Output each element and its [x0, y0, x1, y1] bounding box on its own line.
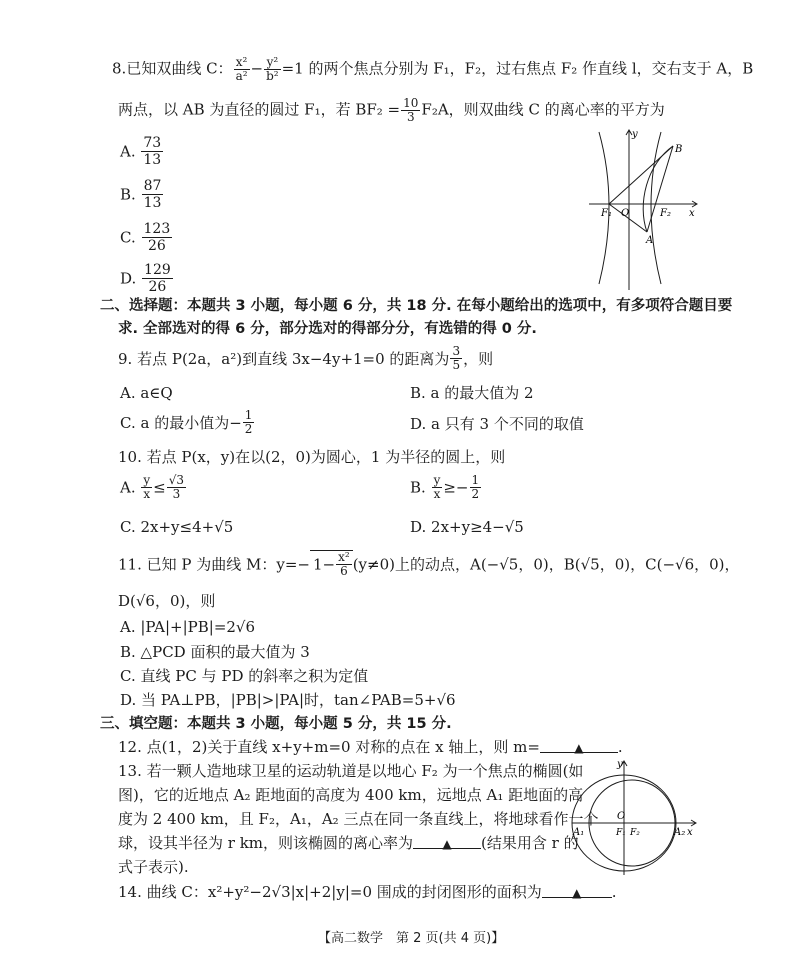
label-a1: A₁ — [573, 827, 585, 838]
q11-option-b: B. △PCD 面积的最大值为 3 — [120, 643, 310, 661]
q9-stem — [118, 345, 493, 372]
q8-line2 — [118, 97, 665, 124]
q10-option-d: D. 2x+y≥4−√5 — [410, 518, 524, 536]
fraction-denominator: 13 — [143, 195, 162, 211]
q9-text: ，则 — [463, 350, 494, 368]
q14 — [118, 881, 617, 903]
q11-option-a: A. |PA|+|PB|=2√6 — [120, 618, 256, 636]
q13-line5: 式子表示). — [118, 858, 189, 876]
fraction-numerator: x² — [234, 56, 250, 70]
page-footer: 【高二数学 第 2 页(共 4 页)】 — [318, 931, 505, 946]
q8-text: =1 的两个焦点分别为 F₁，F₂，过右焦点 F₂ 作直线 l，交右支于 A，B — [281, 59, 754, 78]
q9-text: 9. 若点 P(2a，a²)到直线 3x−4y+1=0 的距离为 — [118, 350, 450, 368]
section-2-header-line1: 二、选择题：本题共 3 小题，每小题 6 分，共 18 分. 在每小题给出的选项中，有多项符合题目要 — [100, 298, 733, 314]
period: . — [611, 883, 617, 901]
q13-answer-blank[interactable] — [413, 832, 481, 849]
q8-line1 — [112, 56, 753, 83]
q10-option-a — [120, 474, 187, 501]
label-f2: F₂ — [660, 208, 671, 219]
fraction-numerator: 129 — [144, 262, 171, 278]
q8-number: 8. — [112, 59, 127, 78]
period: . — [617, 738, 623, 756]
fraction-denominator: x — [143, 487, 151, 501]
triangle-marker-icon: ▲ — [442, 837, 452, 851]
fraction-denominator: 26 — [147, 238, 166, 254]
q12-answer-blank[interactable] — [540, 736, 618, 753]
q10-stem: 10. 若点 P(x，y)在以(2，0)为圆心，1 为半径的圆上，则 — [118, 448, 506, 466]
option-label: C. — [120, 228, 136, 247]
option-text: C. a 的最小值为− — [120, 414, 242, 432]
relation: ≤ — [153, 478, 166, 497]
fraction-denominator: 2 — [471, 487, 480, 501]
fraction-numerator: y — [143, 473, 151, 487]
q13-line4 — [118, 832, 579, 854]
option-label: D. — [120, 269, 137, 288]
fraction-denominator: 3 — [406, 110, 415, 124]
fraction-denominator: 3 — [172, 487, 181, 501]
q13-line3: 度为 2 400 km，且 F₂，A₁，A₂ 三点在同一条直线上，将地球看作一个 — [118, 810, 599, 828]
q8-fraction-y — [264, 56, 281, 83]
fraction-numerator: y — [433, 473, 441, 487]
q9-option-a: A. a∈Q — [120, 384, 173, 402]
q12-text: 12. 点(1，2)关于直线 x+y+m=0 对称的点在 x 轴上，则 m= — [118, 738, 540, 756]
label-x: x — [689, 208, 695, 219]
q8-option-b — [120, 178, 164, 211]
q10-option-c: C. 2x+y≤4+√5 — [120, 518, 234, 536]
label-a2: A₂ — [674, 827, 686, 838]
option-label: B. — [120, 185, 136, 204]
q10-option-b — [410, 474, 482, 501]
q9-option-b: B. a 的最大值为 2 — [410, 384, 534, 402]
q8-text: F₂A，则双曲线 C 的离心率的平方为 — [421, 100, 665, 119]
q11-text: 11. 已知 P 为曲线 M：y=− — [118, 555, 310, 574]
fraction-denominator: 5 — [452, 358, 461, 372]
minus-sign: − — [250, 59, 264, 78]
option-label: B. — [410, 478, 426, 497]
q13-text: (结果用含 r 的 — [481, 834, 579, 852]
q13-text: 球，设其半径为 r km，则该椭圆的离心率为 — [118, 834, 414, 852]
q8-option-d — [120, 262, 174, 295]
q14-answer-blank[interactable] — [542, 881, 612, 898]
q12 — [118, 736, 623, 758]
fraction-numerator: 1 — [471, 473, 480, 487]
fraction-numerator: 123 — [143, 221, 171, 237]
label-b: B — [675, 144, 683, 155]
fraction-denominator: 6 — [340, 564, 348, 578]
triangle-marker-icon: ▲ — [574, 741, 584, 755]
label-f2: F₂ — [630, 828, 640, 838]
q13-line1: 13. 若一颗人造地球卫星的运动轨道是以地心 F₂ 为一个焦点的椭圆(如 — [118, 762, 584, 780]
q14-text: 14. 曲线 C：x²+y²−2√3|x|+2|y|=0 围成的封闭图形的面积为 — [118, 883, 542, 901]
q8-text: 已知双曲线 C： — [126, 59, 233, 78]
q8-fraction-x — [234, 56, 250, 83]
q8-option-c — [120, 221, 173, 254]
q8-text: 两点，以 AB 为直径的圆过 F₁，若 BF₂ = — [118, 100, 401, 119]
fraction-denominator: 2 — [244, 422, 253, 436]
label-a: A — [646, 235, 654, 246]
fraction-numerator: x² — [338, 550, 350, 564]
fraction-numerator: 3 — [452, 344, 461, 358]
label-y: y — [632, 129, 638, 140]
q13-orbit-figure — [570, 757, 700, 877]
label-o: O — [617, 811, 626, 822]
q9-option-c — [120, 409, 255, 436]
triangle-marker-icon: ▲ — [572, 886, 582, 900]
relation: ≥− — [443, 478, 469, 497]
fraction-denominator: b² — [266, 69, 279, 83]
fraction-denominator: a² — [235, 69, 248, 83]
fraction-denominator: 13 — [143, 152, 162, 168]
label-f1: F₁ — [616, 828, 626, 838]
root-text: 1− — [313, 555, 336, 574]
q8-hyperbola-figure — [585, 124, 705, 294]
fraction-numerator: y² — [264, 56, 281, 70]
label-f1: F₁ — [601, 208, 612, 219]
fraction-numerator: 10 — [403, 96, 419, 110]
section-2-header-line2: 求. 全部选对的得 6 分，部分选对的得部分分，有选错的得 0 分. — [118, 321, 537, 337]
fraction-denominator: 26 — [148, 279, 167, 295]
square-root — [310, 550, 353, 578]
q11-line2: D(√6，0)，则 — [118, 592, 216, 610]
option-label: A. — [120, 478, 136, 497]
option-label: A. — [120, 142, 136, 161]
label-x: x — [687, 827, 693, 838]
q8-fraction-ratio — [401, 97, 420, 124]
fraction-numerator: 87 — [143, 178, 162, 194]
fraction-denominator: x — [433, 487, 441, 501]
q11-stem — [118, 550, 740, 578]
q11-option-c: C. 直线 PC 与 PD 的斜率之积为定值 — [120, 667, 369, 685]
q11-option-d: D. 当 PA⊥PB，|PB|>|PA|时，tan∠PAB=5+√6 — [120, 691, 456, 709]
q9-option-d: D. a 只有 3 个不同的取值 — [410, 415, 584, 433]
q8-option-a — [120, 135, 164, 168]
section-3-header: 三、填空题：本题共 3 小题，每小题 5 分，共 15 分. — [100, 716, 452, 732]
fraction-numerator: 73 — [143, 135, 162, 151]
label-y: y — [617, 759, 623, 770]
label-o: O — [621, 208, 630, 219]
q11-text: (y≠0)上的动点，A(−√5，0)，B(√5，0)，C(−√6，0)， — [352, 555, 740, 574]
fraction-numerator: √3 — [168, 473, 185, 487]
q13-line2: 图)，它的近地点 A₂ 距地面的高度为 400 km，远地点 A₁ 距地面的高 — [118, 786, 584, 804]
fraction-numerator: 1 — [244, 408, 253, 422]
